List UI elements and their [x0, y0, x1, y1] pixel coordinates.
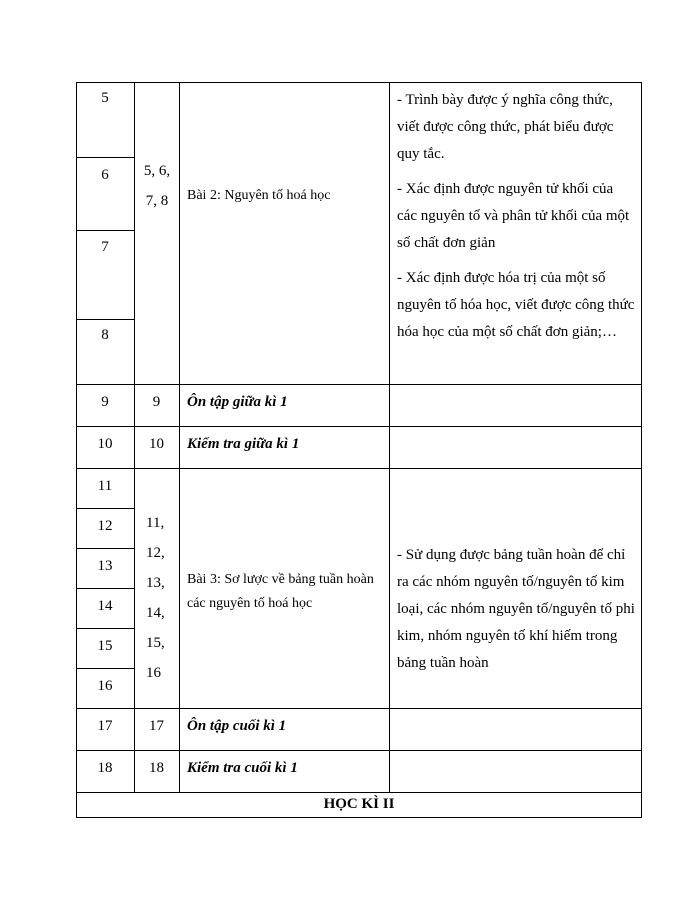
lesson-cell [140, 156, 174, 216]
lesson-number: 10 [149, 436, 164, 452]
week-number: 9 [101, 394, 109, 410]
week-number: 17 [97, 718, 113, 734]
week-number: 18 [97, 760, 113, 776]
lesson-title: Ôn tập giữa kì 1 [187, 394, 288, 410]
week-number: 6 [101, 167, 109, 183]
week-number: 10 [97, 436, 113, 452]
lesson-number: 16 [146, 665, 161, 681]
week-number: 7 [101, 239, 109, 255]
requirement-item: - Xác định được hóa trị của một số nguyên tố hóa học, viết được công thức hóa học của một số chất đơn giản;… [397, 270, 635, 340]
week-cell [76, 558, 134, 575]
week-cell [76, 394, 134, 411]
week-cell [76, 327, 134, 344]
requirements-cell [397, 87, 635, 346]
lesson-title: Kiểm tra giữa kì 1 [187, 436, 300, 452]
semester-heading: HỌC KÌ II [323, 796, 395, 812]
week-cell [76, 518, 134, 535]
lesson-cell [134, 394, 179, 411]
week-cell [76, 239, 134, 256]
week-cell [76, 478, 134, 495]
week-cell [76, 678, 134, 695]
lesson-title: Bài 2: Nguyên tố hoá học [187, 188, 331, 203]
lesson-title: Bài 3: Sơ lược về bảng tuần hoàn các nguyên tố hoá học [187, 572, 374, 611]
lesson-title-cell [187, 568, 387, 616]
lesson-number: 12, [146, 545, 165, 561]
lesson-title-cell [187, 718, 387, 735]
lesson-title: Ôn tập cuối kì 1 [187, 718, 287, 734]
week-number: 15 [97, 638, 113, 654]
requirement-item: - Sử dụng được bảng tuần hoàn để chỉ ra các nhóm nguyên tố/nguyên tố kim loại, các nhóm nguyên tố/nguyên tố phi kim, nhóm nguyên tố khí hiếm trong bảng tuần hoàn [397, 547, 635, 671]
week-number: 13 [97, 558, 113, 574]
lesson-number: 17 [149, 718, 164, 734]
lesson-title-cell [187, 760, 387, 777]
week-cell [76, 760, 134, 777]
week-number: 8 [101, 327, 109, 343]
lesson-title: Kiểm tra cuối kì 1 [187, 760, 298, 776]
week-number: 11 [97, 478, 113, 494]
week-cell [76, 167, 134, 184]
lesson-title-cell [187, 184, 387, 208]
week-number: 16 [97, 678, 113, 694]
week-cell [76, 718, 134, 735]
lesson-number: 9 [152, 394, 161, 410]
lesson-title-cell [187, 394, 387, 411]
week-cell [76, 90, 134, 107]
lesson-cell [134, 718, 179, 735]
lesson-cell [134, 760, 179, 777]
week-cell [76, 598, 134, 615]
lesson-number: 18 [149, 760, 164, 776]
week-number: 5 [101, 90, 109, 106]
lesson-number: 15, [146, 635, 165, 651]
requirement-item: - Trình bày được ý nghĩa công thức, viết được công thức, phát biểu được quy tắc. [397, 92, 614, 162]
week-cell [76, 638, 134, 655]
week-number: 12 [97, 518, 113, 534]
requirements-cell [397, 542, 637, 677]
schedule-table [76, 82, 642, 818]
semester-heading-cell [76, 796, 642, 813]
lesson-cell [134, 436, 179, 453]
lesson-numbers: 5, 6, 7, 8 [143, 163, 171, 209]
week-number: 14 [97, 598, 113, 614]
lesson-number: 14, [146, 605, 165, 621]
lesson-number: 11, [146, 515, 165, 531]
lesson-title-cell [187, 436, 387, 453]
lesson-cell [140, 508, 174, 688]
week-cell [76, 436, 134, 453]
lesson-number: 13, [146, 575, 165, 591]
requirement-item: - Xác định được nguyên tử khối của các nguyên tố và phân tử khối của một số chất đơn giản [397, 181, 630, 251]
